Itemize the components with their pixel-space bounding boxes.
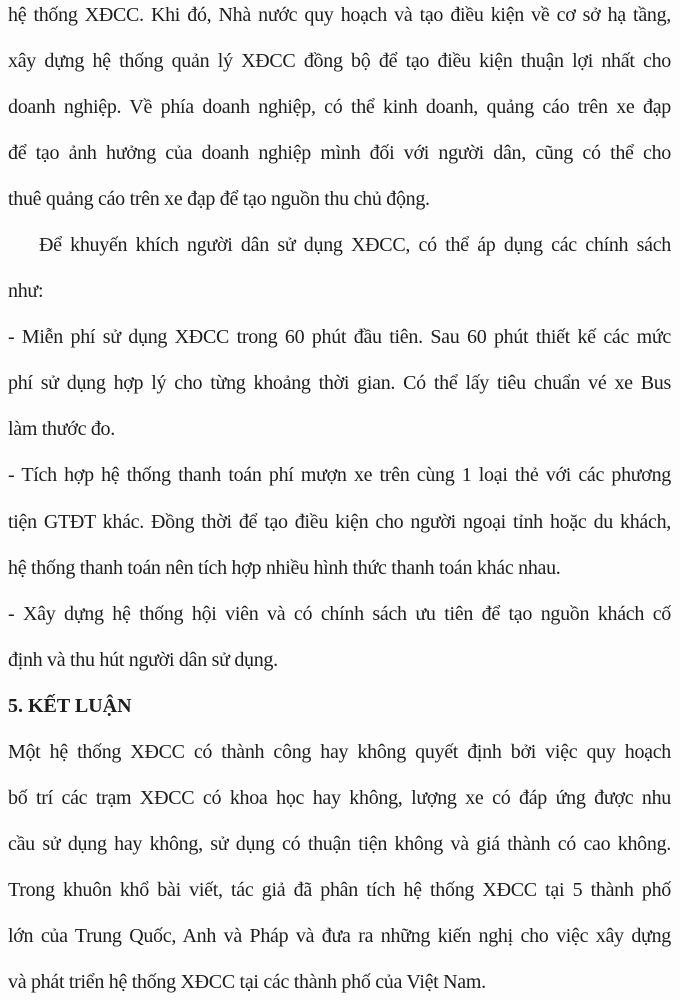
text-line: xây dựng hệ thống quản lý XĐCC đồng bộ để tạo điều kiện thuận lợi nhất cho (8, 50, 671, 73)
text-line: hệ thống XĐCC. Khi đó, Nhà nước quy hoạch và tạo điều kiện về cơ sở hạ tầng, (8, 4, 671, 26)
text-line: định và thu hút người dân sử dụng. (8, 648, 278, 671)
text-line: làm thước đo. (8, 418, 115, 441)
text-line: hệ thống thanh toán nên tích hợp nhiều hình thức thanh toán khác nhau. (8, 556, 561, 579)
text-line: tiện GTĐT khác. Đồng thời để tạo điều kiện cho người ngoại tỉnh hoặc du khách, (8, 510, 671, 533)
paragraph (8, 222, 671, 314)
text-line: như: (8, 280, 44, 303)
text-line: và phát triển hệ thống XĐCC tại các thành phố của Việt Nam. (8, 970, 486, 993)
text-line: bố trí các trạm XĐCC có khoa học hay không, lượng xe có đáp ứng được nhu (8, 786, 671, 809)
text-line: để tạo ảnh hưởng của doanh nghiệp mình đối với người dân, cũng có thể cho (8, 142, 671, 165)
section-heading (8, 683, 671, 729)
paragraph (8, 452, 671, 590)
paragraph (8, 314, 671, 452)
text-line: - Miễn phí sử dụng XĐCC trong 60 phút đầu tiên. Sau 60 phút thiết kế các mức (8, 326, 671, 349)
paragraph (8, 591, 671, 683)
heading-line: 5. KẾT LUẬN (8, 694, 132, 717)
text-line: Trong khuôn khổ bài viết, tác giả đã phân tích hệ thống XĐCC tại 5 thành phố (8, 878, 671, 901)
paragraph (8, 0, 671, 222)
text-line: doanh nghiệp. Về phía doanh nghiệp, có thể kinh doanh, quảng cáo trên xe đạp (8, 96, 671, 119)
paragraph (8, 729, 671, 1000)
text-line: - Xây dựng hệ thống hội viên và có chính sách ưu tiên để tạo nguồn khách cố (8, 602, 671, 625)
document-content (8, 0, 671, 1000)
text-line: lớn của Trung Quốc, Anh và Pháp và đưa ra những kiến nghị cho việc xây dựng (8, 924, 671, 947)
text-line: Để khuyến khích người dân sử dụng XĐCC, có thể áp dụng các chính sách (39, 234, 671, 257)
text-line: - Tích hợp hệ thống thanh toán phí mượn xe trên cùng 1 loại thẻ với các phương (8, 464, 671, 487)
text-line: thuê quảng cáo trên xe đạp để tạo nguồn thu chủ động. (8, 188, 430, 211)
text-line: Một hệ thống XĐCC có thành công hay không quyết định bởi việc quy hoạch (8, 740, 671, 763)
text-line: cầu sử dụng hay không, sử dụng có thuận tiện không và giá thành có cao không. (8, 832, 671, 855)
text-line: phí sử dụng hợp lý cho từng khoảng thời gian. Có thể lấy tiêu chuẩn vé xe Bus (8, 372, 671, 395)
